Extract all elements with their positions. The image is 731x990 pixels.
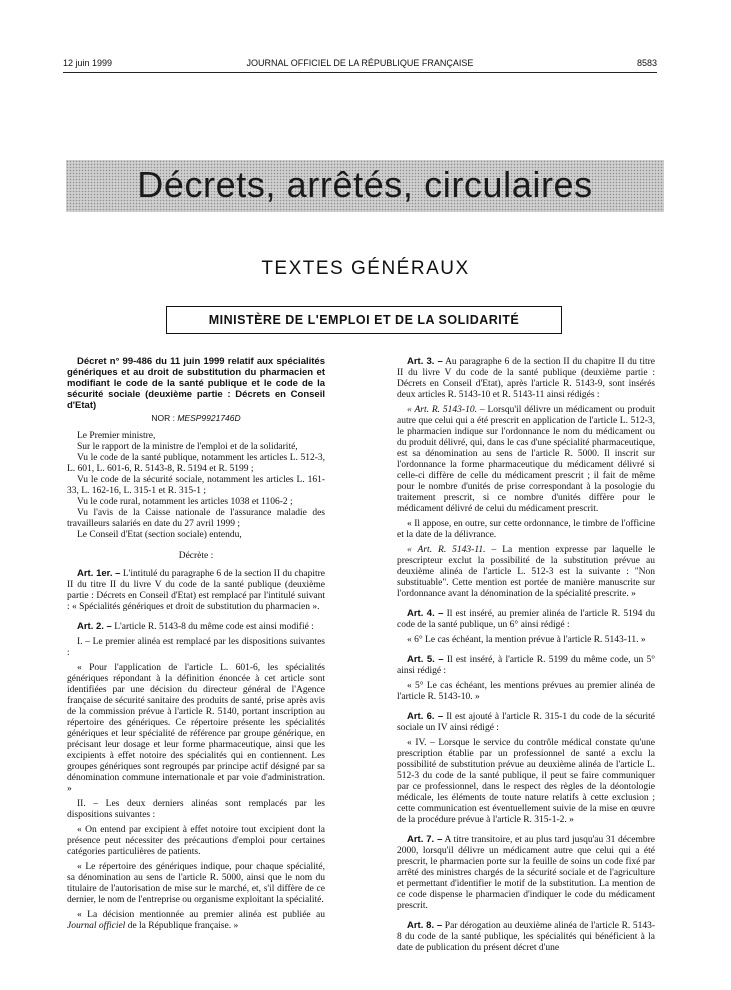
article-label: Art. 4. – [407, 608, 444, 619]
article-text: Au paragraphe 6 de la section II du chapitre II du titre II du livre V du code de la santé publique (deuxième partie : Décrets en Conseil d'Etat), après l'article R. 5143-9, sont insérés deux articles R. 5143-10 et R. 5143-11 ainsi rédigés : [397, 357, 655, 400]
article-paragraph: « 5° Le cas échéant, les mentions prévues au premier alinéa de l'article R. 5143-10. » [397, 681, 655, 702]
article-paragraph: II. – Les deux derniers alinéas sont remplacés par les dispositions suivantes : [67, 799, 325, 820]
decree-title: Décret n° 99-486 du 11 juin 1999 relatif aux spécialités génériques et au droit de substitution du pharmacien et modifiant le code de la santé publique et le code de la sécurité sociale (deuxième partie : Décrets en Conseil d'Etat) [67, 356, 325, 411]
visa-paragraph: Vu le code rural, notamment les articles 1038 et 1106-2 ; [77, 497, 293, 507]
nor-reference [67, 413, 325, 424]
article-paragraph: « Pour l'application de l'article L. 601-6, les spécialités génériques répondant à la définition énoncée à cet article sont identifiées par une décision du directeur général de l'Agence française de sécurité sanitaire des produits de santé, prise après avis de la commission prévue à l'article R. 5140, portant inscription au répertoire des génériques. Ce répertoire présente les spécialités génériques et leur spécialité de référence par groupe générique, en précisant leur dosage et leur forme pharmaceutique, ainsi que les excipients à effet notoire des spécialités qui en contiennent. Les groupes génériques sont regroupés par principe actif désigné par sa dénomination commune internationale et par voie d'administration. » [67, 663, 325, 794]
ministry-box: MINISTÈRE DE L'EMPLOI ET DE LA SOLIDARITÉ [166, 306, 562, 334]
banner-title: Décrets, arrêtés, circulaires [137, 164, 593, 205]
left-column [67, 356, 325, 932]
article-paragraph: « 6° Le cas échéant, la mention prévue à l'article R. 5143-11. » [407, 635, 646, 645]
article-ref-label: « Art. R. 5143-10. [407, 405, 477, 415]
article-4 [397, 608, 655, 631]
article-ref-label: « Art. R. 5143-11. [407, 545, 486, 555]
header-rule [63, 72, 657, 73]
article-label: Art. 6. – [407, 711, 444, 722]
text-fragment: « La décision mentionnée au premier alinéa est publiée au [77, 910, 325, 920]
article-text: A titre transitoire, et au plus tard jusqu'au 31 décembre 2000, lorsqu'il délivre un médicament autre que celui qui a été prescrit, le pharmacien porte sur la feuille de soins un code fixé par arrêté des ministres chargés de la sécurité sociale et de l'agriculture et permettant d'identifier le motif de la substitution. La mention de ce code dispense le pharmacien d'indiquer le code du médicament prescrit. [397, 835, 655, 911]
article-label: Art. 3. – [407, 356, 443, 367]
article-text: Il est ajouté à l'article R. 315-1 du code de la sécurité sociale un IV ainsi rédigé : [397, 712, 655, 733]
article-8 [397, 920, 655, 954]
article-label: Art. 1er. – [77, 568, 121, 579]
article-paragraph: « Le répertoire des génériques indique, pour chaque spécialité, sa dénomination au sens de l'article R. 5000, ainsi que le nom du titulaire de l'autorisation de mise sur le marché, et, s'il diffère de ce dernier, le nom de l'entreprise ou organisme exploitant la spécialité. [67, 862, 325, 905]
nor-label: NOR : [151, 413, 175, 423]
visa-paragraph: Vu le code de la sécurité sociale, notamment les articles L. 161-33, L. 162-16, L. 315-1 et R. 315-1 ; [67, 475, 325, 496]
section-title: TEXTES GÉNÉRAUX [261, 258, 470, 279]
decrete-heading: Décrète : [178, 551, 214, 561]
article-paragraph [397, 405, 655, 515]
header-date: 12 juin 1999 [63, 58, 113, 68]
visa-paragraph: Vu l'avis de la Caisse nationale de l'assurance maladie des travailleurs salariés en date du 27 avril 1999 ; [67, 508, 325, 529]
article-label: Art. 8. – [407, 920, 443, 931]
article-paragraph [67, 910, 325, 932]
article-text: L'article R. 5143-8 du même code est ainsi modifié : [114, 622, 314, 632]
article-paragraph: I. – Le premier alinéa est remplacé par les dispositions suivantes : [67, 637, 325, 658]
article-text: Il est inséré, à l'article R. 5199 du même code, un 5° ainsi rédigé : [397, 655, 656, 676]
article-paragraph [397, 545, 655, 600]
article-5 [397, 654, 655, 677]
article-1 [67, 568, 325, 613]
article-paragraph: « On entend par excipient à effet notoire tout excipient dont la présence peut nécessiter des précautions d'emploi pour certaines catégories particulières de patients. [67, 825, 325, 857]
article-text: – La mention expresse par laquelle le prescripteur exclut la possibilité de la substitution prévue au deuxième alinéa de l'article L. 512-3 est la suivante : "Non substituable". Cette mention est portée de manière manuscrite sur l'ordonnance avant la dénomination de la spécialité prescrite. » [397, 545, 655, 599]
visa-paragraph: Le Premier ministre, [77, 431, 156, 441]
article-2 [67, 621, 325, 633]
article-label: Art. 5. – [407, 654, 444, 665]
article-6 [397, 711, 655, 734]
article-3 [397, 356, 655, 401]
article-text: Par dérogation au deuxième alinéa de l'article R. 5143-8 du code de la santé publique, les spécialités qui bénéficient à la date de publication du présent décret d'une [397, 921, 655, 953]
article-text: – Lorsqu'il délivre un médicament ou produit autre que celui qui a été prescrit en application de l'article L. 512-3, le pharmacien indique sur l'ordonnance le nom du médicament ou du produit délivré, qui, dans le cas d'une spécialité pharmaceutique, est sa dénomination au sens de l'article R. 5000. Il inscrit sur l'ordonnance la forme pharmaceutique du médicament délivré si celle-ci diffère de celle du médicament prescrit ; il fait de même pour le nombre d'unités de prise correspondant à la posologie du traitement prescrit, si ce nombre d'unités diffère pour le médicament délivré de celui du médicament prescrit. [397, 405, 655, 514]
right-column [397, 356, 655, 954]
running-header [63, 58, 657, 70]
article-paragraph: « Il appose, en outre, sur cette ordonnance, le timbre de l'officine et la date de la délivrance. [397, 519, 655, 540]
article-7 [397, 834, 655, 912]
journal-officiel-italic: Journal officiel [67, 921, 126, 931]
article-text: L'intitulé du paragraphe 6 de la section II du chapitre II du titre II du livre V du code de la santé publique (deuxième partie : Décrets en Conseil d'Etat) est remplacé par l'intitulé suivant : « Spécialités génériques et droit de substitution du pharmacien ». [67, 569, 325, 612]
article-paragraph: « IV. – Lorsque le service du contrôle médical constate qu'une prescription établie par un professionnel de santé a exclu la possibilité de substitution prévue au deuxième alinéa de l'article L. 512-3 du code de la santé publique, il peut se faire communiquer par ce professionnel, dans le respect des règles de la déontologie médicale, les éléments de toute nature relatifs à cette exclusion ; cette communication est éventuellement suivie de la mise en œuvre de la procédure prévue à l'article R. 315-1-2. » [397, 738, 655, 825]
header-journal-title: JOURNAL OFFICIEL DE LA RÉPUBLIQUE FRANÇAISE [246, 58, 474, 68]
text-fragment: de la République française. » [125, 921, 239, 931]
article-label: Art. 7. – [407, 834, 443, 845]
nor-code: MESP9921746D [177, 413, 241, 423]
visa-paragraph: Le Conseil d'Etat (section sociale) entendu, [77, 530, 242, 540]
visa-paragraph: Sur le rapport de la ministre de l'emploi et de la solidarité, [77, 442, 298, 452]
article-text: Il est inséré, au premier alinéa de l'article R. 5194 du code de la santé publique, un 6° ainsi rédigé : [397, 609, 655, 630]
article-label: Art. 2. – [77, 621, 112, 632]
visa-paragraph: Vu le code de la santé publique, notamment les articles L. 512-3, L. 601, L. 601-6, R. 5143-8, R. 5194 et R. 5199 ; [67, 453, 325, 474]
header-page-number: 8583 [636, 58, 657, 68]
